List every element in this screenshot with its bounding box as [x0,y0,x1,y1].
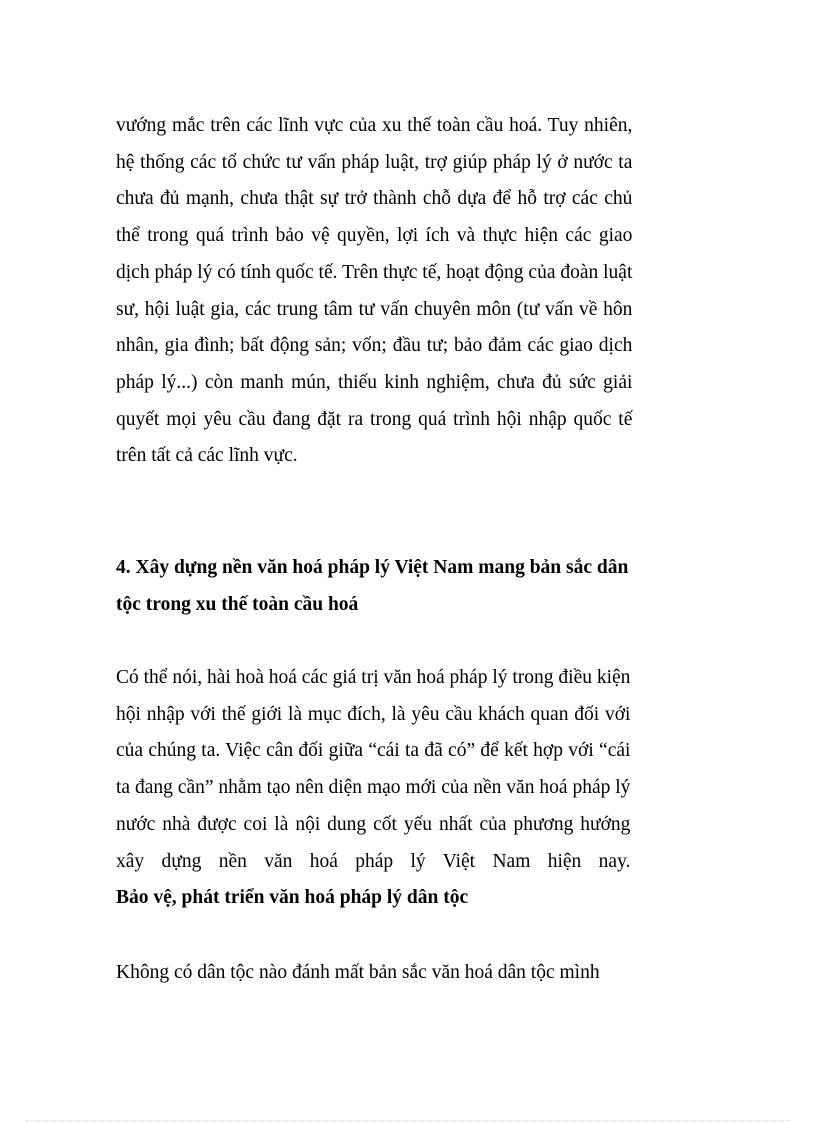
text-line: quyết mọi yêu cầu đang đặt ra trong quá trình hội nhập quốc tế [116,408,633,430]
text-line: vướng mắc trên các lĩnh vực của xu thế toàn cầu hoá. Tuy nhiên, [116,115,633,136]
body-paragraph-harmonization [116,660,630,917]
text-line: trên tất cả các lĩnh vực. [116,445,298,467]
text-line: nước nhà được coi là nội dung cốt yếu nhất của phương hướng [116,813,631,835]
text-line: của chúng ta. Việc cân đối giữa “cái ta đã có” để kết hợp với “cái [116,740,631,762]
section-heading [116,550,628,623]
text-line: Có thể nói, hài hoà hoá các giá trị văn hoá pháp lý trong điều kiện [116,667,631,688]
bold-subheading: Bảo vệ, phát triển văn hoá pháp lý dân tộc [116,887,469,909]
text-line: thể trong quá trình bảo vệ quyền, lợi ích và thực hiện các giao [116,225,633,247]
body-paragraph-national-identity [116,955,600,992]
text-line: Không có dân tộc nào đánh mất bản sắc văn hoá dân tộc mình [116,962,600,983]
heading-line: tộc trong xu thế toàn cầu hoá [116,593,359,615]
text-line: xây dựng nền văn hoá pháp lý Việt Nam hiện nay. [116,850,631,872]
text-line: dịch pháp lý có tính quốc tế. Trên thực tế, hoạt động của đoàn luật [116,261,633,283]
heading-line: 4. Xây dựng nền văn hoá pháp lý Việt Nam mang bản sắc dân [116,557,629,578]
page-bottom-divider [26,1120,790,1121]
text-line: pháp lý...) còn manh mún, thiếu kinh nghiệm, chưa đủ sức giải [116,371,633,393]
text-line: ta đang cần” nhằm tạo nên diện mạo mới của nền văn hoá pháp lý [116,777,631,799]
text-line: chưa đủ mạnh, chưa thật sự trở thành chỗ dựa để hỗ trợ các chủ [116,188,633,210]
body-paragraph-legal-advisory [116,108,632,475]
text-line: hệ thống các tổ chức tư vấn pháp luật, trợ giúp pháp lý ở nước ta [116,151,633,173]
text-line: nhân, gia đình; bất động sản; vốn; đầu tư; bảo đảm các giao dịch [116,335,633,357]
text-line: sư, hội luật gia, các trung tâm tư vấn chuyên môn (tư vấn về hôn [116,298,633,320]
text-line: hội nhập với thế giới là mục đích, là yêu cầu khách quan đối với [116,703,631,725]
